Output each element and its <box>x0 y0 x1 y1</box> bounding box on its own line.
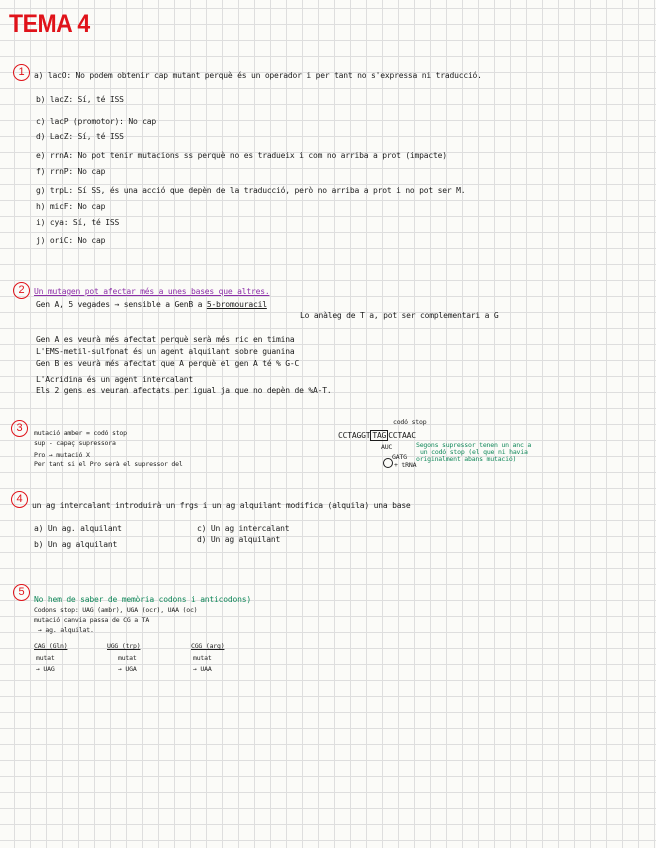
q4-answer-a: a) Un ag. alquilant <box>34 524 122 533</box>
q1-item-e: e) rrnA: No pot tenir mutacions ss perquè no es tradueix i com no arriba a prot (impacte) <box>36 151 447 160</box>
q3-circle-mark <box>383 458 393 468</box>
q4-answer-c: c) Un ag intercalant <box>197 524 290 533</box>
q5-line-1: Codons stop: UAG (ambr), UGA (ocr), UAA (oc) <box>34 606 198 614</box>
q1-item-c: c) lacP (promotor): No cap <box>36 117 157 126</box>
q1-item-a: a) lacO: No podem obtenir cap mutant perquè és un operador i per tant no s'expressa ni traducció. <box>34 71 482 80</box>
q3-note-1: Segons supressor tenen un anc a <box>416 441 532 449</box>
q2-body-3: Gen B es veurà més afectat que A perquè el gen A té % G-C <box>36 359 300 368</box>
q3-codon-stop: codó stop <box>393 418 427 426</box>
page-title: TEMA 4 <box>9 10 90 38</box>
question-5-number: 5 <box>13 584 30 601</box>
question-2-number: 2 <box>13 282 30 299</box>
q3-seq-mid: AUC <box>381 443 393 451</box>
q1-item-f: f) rrnP: No cap <box>36 167 106 176</box>
q1-item-j: j) oriC: No cap <box>36 236 106 245</box>
question-3-number: 3 <box>11 420 28 437</box>
q1-item-d: d) LacZ: Sí, té ISS <box>36 132 124 141</box>
q5-col3-foot: → UAA <box>193 665 212 673</box>
q2-heading: Un mutagen pot afectar més a unes bases que altres. <box>34 287 270 296</box>
q5-line-2: mutació canvia passa de CG a TA <box>34 616 150 624</box>
question-1-number: 1 <box>13 64 30 81</box>
q5-col1-head: CAG (Gln) <box>34 642 68 650</box>
q3-sequence <box>338 431 416 441</box>
q2-line1 <box>36 300 267 310</box>
q3-trna: + tRNA <box>394 461 417 469</box>
q5-col2-head: UGG (trp) <box>107 642 141 650</box>
q4-text: un ag intercalant introduirà un frgs i un ag alquilant modifica (alquila) una base <box>32 501 411 510</box>
q3-seq-box: TAG <box>372 431 387 440</box>
q2-body-4: L'Acridina és un agent intercalant <box>36 375 193 384</box>
q1-item-h: h) micF: No cap <box>36 202 106 211</box>
q5-col1-foot: → UAG <box>36 665 55 673</box>
q3-note-3: originalment abans mutació) <box>416 455 517 463</box>
q5-col2-mid: mutat <box>118 654 137 662</box>
q3-seq-low: GATG <box>392 453 407 461</box>
q5-col3-head: CGG (arg) <box>191 642 225 650</box>
q2-body-1: Gen A es veurà més afectat perquè serà més ric en timina <box>36 335 295 344</box>
q3-seq-b: CCTAAC <box>388 431 416 440</box>
q2-body-2: L'EMS-metil-sulfonat és un agent alquilant sobre guanina <box>36 347 295 356</box>
q2-line1-b: 5-bromouracil <box>206 300 267 309</box>
q1-item-b: b) lacZ: Sí, té ISS <box>36 95 124 104</box>
q3-seq-a: CCTAGGT <box>338 431 371 440</box>
q5-col1-mid: mutat <box>36 654 55 662</box>
q1-item-g: g) trpL: Sí SS, és una acció que depèn de la traducció, però no arriba a prot i no pot ser M. <box>36 186 466 195</box>
q4-answer-b: b) Un ag alquilant <box>34 540 118 549</box>
q5-col3-mid: mutat <box>193 654 212 662</box>
q4-answer-d: d) Un ag alquilant <box>197 535 281 544</box>
q2-line1-a: Gen A, 5 vegades → sensible a GenB a <box>36 300 203 309</box>
q2-line2: Lo anàleg de T a, pot ser complementari a G <box>300 311 499 320</box>
q3-left-2: sup - capaç supressora <box>34 439 116 447</box>
q3-left-1: mutació amber = codó stop <box>34 429 127 437</box>
q5-line-3: → ag. alquilat. <box>38 626 94 634</box>
q3-left-3: Pro → mutació X <box>34 451 90 459</box>
q5-heading: No hem de saber de memòria codons i anticodons) <box>34 595 251 604</box>
q3-left-4: Per tant si el Pro serà el supressor del <box>34 460 183 468</box>
q3-note-2: un codó stop (el que ni havia <box>420 448 528 456</box>
q2-body-5: Els 2 gens es veuran afectats per igual ja que no depèn de %A-T. <box>36 386 332 395</box>
q5-col2-foot: → UGA <box>118 665 137 673</box>
question-4-number: 4 <box>11 491 28 508</box>
q1-item-i: i) cya: Sí, té ISS <box>36 218 120 227</box>
